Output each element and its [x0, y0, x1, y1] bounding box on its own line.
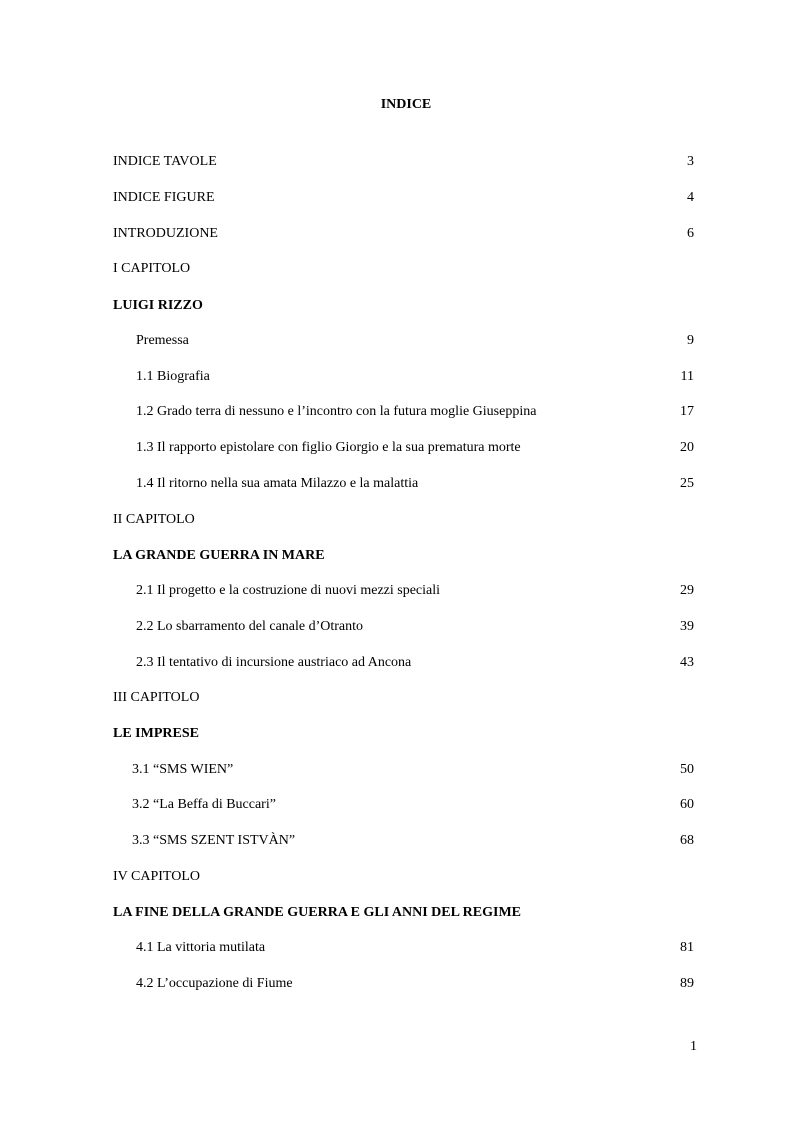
toc-entry[interactable]	[0, 474, 794, 494]
toc-chapter-heading	[0, 867, 794, 887]
toc-entry[interactable]	[0, 581, 794, 601]
toc-entry-page: 81	[680, 940, 694, 955]
toc-entry-page: 4	[687, 190, 694, 205]
toc-entry-label: 1.3 Il rapporto epistolare con figlio Giorgio e la sua prematura morte	[136, 440, 521, 455]
toc-entry-label: 3.2 “La Beffa di Buccari”	[132, 797, 276, 812]
toc-chapter-title-label: LUIGI RIZZO	[113, 298, 203, 313]
toc-chapter-title[interactable]	[0, 724, 794, 744]
toc-chapter-number: I CAPITOLO	[113, 261, 191, 276]
toc-entry-page: 25	[680, 476, 694, 491]
toc-entry[interactable]	[0, 653, 794, 673]
toc-entry-label: 4.1 La vittoria mutilata	[136, 940, 266, 955]
toc-entry-page: 89	[680, 976, 694, 991]
toc-entry[interactable]	[0, 331, 794, 351]
toc-entry-label: 1.2 Grado terra di nessuno e l’incontro con la futura moglie Giuseppina	[136, 404, 537, 419]
toc-entry[interactable]	[0, 760, 794, 780]
toc-chapter-title-label: LE IMPRESE	[113, 726, 199, 741]
toc-entry-label: INDICE FIGURE	[113, 190, 215, 205]
toc-entry-page: 39	[680, 619, 694, 634]
toc-entry[interactable]	[0, 617, 794, 637]
toc-entry-indice-figure[interactable]	[0, 188, 794, 208]
toc-chapter-heading	[0, 688, 794, 708]
page-number: 1	[690, 1039, 697, 1054]
toc-entry[interactable]	[0, 795, 794, 815]
toc-entry-label: INDICE TAVOLE	[113, 154, 217, 169]
toc-entry-page: 9	[687, 333, 694, 348]
toc-entry-indice-tavole[interactable]	[0, 152, 794, 172]
toc-entry-page: 50	[680, 762, 694, 777]
toc-chapter-heading	[0, 259, 794, 279]
toc-chapter-title[interactable]	[0, 296, 794, 316]
toc-entry[interactable]	[0, 438, 794, 458]
toc-entry-label: INTRODUZIONE	[113, 226, 218, 241]
toc-chapter-title-label: LA FINE DELLA GRANDE GUERRA E GLI ANNI DEL REGIME	[113, 905, 522, 920]
toc-entry-label: Premessa	[136, 333, 189, 348]
toc-entry-page: 68	[680, 833, 694, 848]
toc-entry-label: 2.2 Lo sbarramento del canale d’Otranto	[136, 619, 364, 634]
toc-entry[interactable]	[0, 831, 794, 851]
toc-entry-page: 6	[687, 226, 694, 241]
toc-entry-label: 2.1 Il progetto e la costruzione di nuovi mezzi speciali	[136, 583, 441, 598]
toc-entry[interactable]	[0, 974, 794, 994]
toc-entry-label: 1.4 Il ritorno nella sua amata Milazzo e la malattia	[136, 476, 419, 491]
toc-entry-label: 1.1 Biografia	[136, 369, 210, 384]
toc-entry[interactable]	[0, 402, 794, 422]
toc-chapter-number: II CAPITOLO	[113, 512, 195, 527]
toc-entry-page: 3	[687, 154, 694, 169]
toc-entry-page: 11	[680, 369, 694, 384]
toc-chapter-number: III CAPITOLO	[113, 690, 200, 705]
toc-entry[interactable]	[0, 938, 794, 958]
toc-entry-page: 60	[680, 797, 694, 812]
toc-chapter-title-label: LA GRANDE GUERRA IN MARE	[113, 548, 325, 563]
toc-entry-page: 20	[680, 440, 694, 455]
toc-entry-introduzione[interactable]	[0, 224, 794, 244]
toc-entry-label: 4.2 L’occupazione di Fiume	[136, 976, 293, 991]
toc-chapter-title[interactable]	[0, 546, 794, 566]
toc-entry-label: 3.1 “SMS WIEN”	[132, 762, 234, 777]
index-title: INDICE	[380, 97, 432, 112]
toc-entry-page: 17	[680, 404, 694, 419]
toc-entry-label: 3.3 “SMS SZENT ISTVÀN”	[132, 833, 296, 848]
toc-chapter-title[interactable]	[0, 903, 794, 923]
toc-entry-page: 43	[680, 655, 694, 670]
toc-entry-label: 2.3 Il tentativo di incursione austriaco ad Ancona	[136, 655, 412, 670]
toc-entry-page: 29	[680, 583, 694, 598]
toc-chapter-number: IV CAPITOLO	[113, 869, 200, 884]
toc-chapter-heading	[0, 510, 794, 530]
toc-entry[interactable]	[0, 367, 794, 387]
